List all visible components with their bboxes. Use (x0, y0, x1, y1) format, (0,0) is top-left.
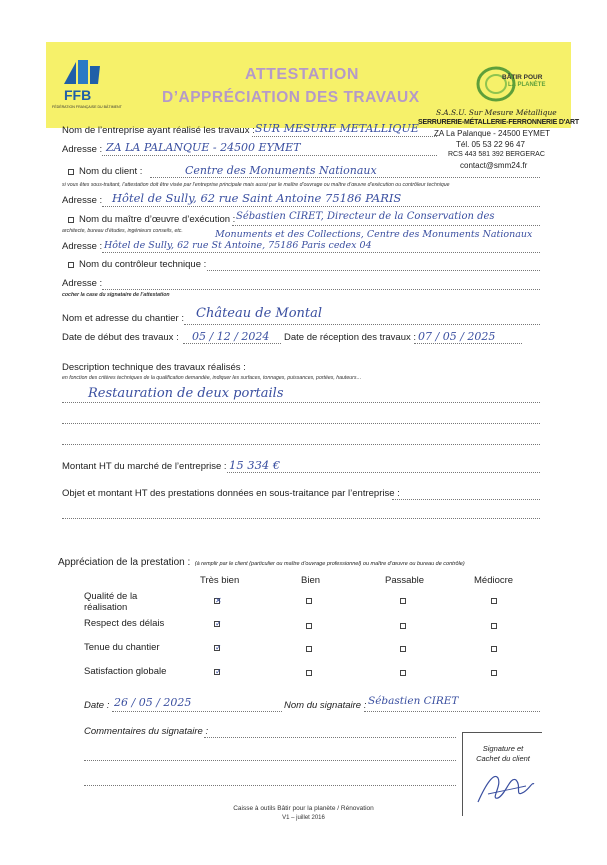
appreciation-label: Appréciation de la prestation : (58, 557, 191, 568)
controller-checkbox[interactable] (68, 262, 74, 268)
site-dots (184, 324, 540, 325)
row-label-qualite: Qualité de la réalisation (84, 591, 138, 613)
row-label-satisfaction: Satisfaction globale (84, 666, 167, 677)
footer-line1: Caisse à outils Bâtir pour la planète / Rénovation (233, 805, 374, 812)
sign-date-value: 26 / 05 / 2025 (114, 696, 192, 709)
stamp-line5: RCS 443 581 392 BERGERAC (448, 151, 545, 158)
description-line-1 (62, 402, 540, 403)
client-address-dots (102, 206, 540, 207)
comments-dots-2 (84, 760, 456, 761)
handwritten-signature (468, 764, 538, 810)
signatory-name-label: Nom du signataire : (284, 700, 367, 711)
company-dots (252, 136, 437, 137)
client-address-value: Hôtel de Sully, 62 rue Saint Antoine 75186 PARIS (112, 191, 402, 205)
amount-value: 15 334 € (229, 458, 281, 472)
start-date-value: 05 / 12 / 2024 (192, 330, 270, 343)
stamp-line1: S.A.S.U. Sur Mesure Métallique (436, 108, 557, 117)
stamp-line2: SERRURERIE-MÉTALLERIE-FERRONNERIE D'ART (418, 119, 579, 126)
row-label-delais: Respect des délais (84, 618, 165, 629)
moe-note: architecte, bureau d’études, ingénieurs conseils, etc. (62, 228, 183, 234)
site-label: Nom et adresse du chantier : (62, 313, 184, 324)
checkbox-qualite-mediocre[interactable] (491, 598, 497, 604)
site-value: Château de Montal (196, 306, 323, 321)
checkbox-delais-passable[interactable] (400, 623, 406, 629)
check-mark-icon: ✓ (215, 643, 222, 652)
client-label: Nom du client : (79, 166, 143, 177)
checkbox-satisfaction-bien[interactable] (306, 670, 312, 676)
comments-dots-1 (204, 737, 456, 738)
check-mark-icon: ✕ (215, 596, 222, 605)
moe-address-value: Hôtel de Sully, 62 rue St Antoine, 75186 Paris cedex 04 (104, 240, 372, 251)
sign-date-dots (112, 711, 282, 712)
check-mark-icon: ✓ (215, 619, 222, 628)
checkbox-qualite-passable[interactable] (400, 598, 406, 604)
moe-value-line2: Monuments et des Collections, Centre des Monuments Nationaux (215, 229, 533, 240)
client-dots (150, 177, 540, 178)
title-line1: ATTESTATION (245, 66, 359, 83)
subcontract-dots (392, 499, 540, 500)
amount-dots (227, 472, 540, 473)
checkbox-delais-mediocre[interactable] (491, 623, 497, 629)
controller-address-label: Adresse : (62, 278, 103, 289)
checkbox-satisfaction-mediocre[interactable] (491, 670, 497, 676)
reception-date-dots (414, 343, 522, 344)
checkbox-delais-tres-bien[interactable] (214, 621, 220, 627)
moe-value: Sébastien CIRET, Directeur de la Conservation des (236, 211, 495, 222)
appreciation-header (58, 552, 465, 570)
client-value: Centre des Monuments Nationaux (185, 164, 377, 177)
reception-date-value: 07 / 05 / 2025 (418, 330, 496, 343)
check-mark-icon: ✓ (215, 667, 222, 676)
signatory-note: cocher la case du signataire de l’attestation (62, 292, 170, 298)
company-stamp (410, 108, 605, 178)
ffb-logo-text: FFB (64, 87, 92, 103)
row-label-tenue: Tenue du chantier (84, 642, 160, 653)
column-passable: Passable (385, 575, 425, 586)
controller-address-dots (102, 289, 540, 290)
description-label: Description technique des travaux réalisés : (62, 362, 246, 373)
column-bien: Bien (301, 575, 321, 586)
description-value: Restauration de deux portails (88, 386, 284, 401)
description-line-3 (62, 444, 540, 445)
signature-scribble-icon (468, 764, 538, 810)
appreciation-note: (à remplir par le client (particulier ou maître d’ouvrage professionnel) ou maître d’œuvre ou bureau de contrôle) (194, 561, 465, 567)
checkbox-tenue-mediocre[interactable] (491, 646, 497, 652)
comments-label: Commentaires du signataire : (84, 726, 209, 737)
comments-dots-3 (84, 785, 456, 786)
subcontract-line-2 (62, 518, 540, 519)
title-line2: D’APPRÉCIATION DES TRAVAUX (162, 89, 420, 106)
company-address-value: ZA LA PALANQUE - 24500 EYMET (106, 141, 301, 154)
checkbox-tenue-bien[interactable] (306, 646, 312, 652)
checkbox-satisfaction-passable[interactable] (400, 670, 406, 676)
batir-logo-line1: BÂTIR POUR (502, 74, 543, 81)
batir-logo-line2: LA PLANÈTE (508, 82, 546, 88)
sign-date-label: Date : (84, 700, 110, 711)
controller-label: Nom du contrôleur technique : (79, 259, 207, 270)
checkbox-qualite-bien[interactable] (306, 598, 312, 604)
ffb-logo-icon (54, 56, 120, 104)
moe-label: Nom du maître d’œuvre d’exécution : (79, 214, 236, 225)
ffb-org-line: FÉDÉRATION FRANÇAISE DU BÂTIMENT (52, 105, 122, 109)
client-checkbox[interactable] (68, 169, 74, 175)
checkbox-tenue-passable[interactable] (400, 646, 406, 652)
signature-box-label: Signature et Cachet du client (476, 744, 530, 763)
ffb-logo (54, 56, 120, 104)
moe-address-label: Adresse : (62, 241, 103, 252)
stamp-line4: Tél. 05 53 22 96 47 (456, 140, 525, 149)
moe-address-dots (102, 252, 540, 253)
column-tres-bien: Très bien (200, 575, 240, 586)
moe-dots (232, 225, 540, 226)
checkbox-delais-bien[interactable] (306, 623, 312, 629)
signatory-name-value: Sébastien CIRET (368, 695, 459, 707)
description-line-2 (62, 423, 540, 424)
description-note: en fonction des critères techniques de la qualification demandée, indiquer les surfaces, tonnages, puissances, portées, hauteurs… (62, 375, 362, 381)
amount-label: Montant HT du marché de l’entreprise : (62, 461, 227, 472)
company-address-dots (102, 155, 437, 156)
signatory-name-dots (364, 711, 540, 712)
batir-pour-la-planete-logo (474, 60, 554, 108)
checkbox-satisfaction-tres-bien[interactable] (214, 669, 220, 675)
subcontract-label: Objet et montant HT des prestations données en sous-traitance par l’entreprise : (62, 488, 400, 499)
footer-line2: V1 – juillet 2016 (282, 815, 325, 821)
client-note: si vous êtes sous-traitant, l’attestation doit être visée par l’entreprise principale mais aussi par le maître d’ouvrage ou maître d’œuvre d’exécution ou contrôleur technique (62, 182, 450, 188)
moe-checkbox[interactable] (68, 217, 74, 223)
company-label: Nom de l’entreprise ayant réalisé les travaux : (62, 125, 255, 136)
controller-dots (207, 270, 540, 271)
company-address-label: Adresse : (62, 144, 103, 155)
start-date-label: Date de début des travaux : (62, 332, 179, 343)
client-address-label: Adresse : (62, 195, 103, 206)
company-value: SUR MESURE METALLIQUE (255, 122, 419, 135)
start-date-dots (183, 343, 281, 344)
stamp-line3: ZA La Palanque - 24500 EYMET (434, 129, 551, 138)
column-mediocre: Médiocre (474, 575, 514, 586)
stamp-line6: contact@smm24.fr (460, 161, 528, 170)
reception-date-label: Date de réception des travaux : (284, 332, 417, 343)
checkbox-tenue-tres-bien[interactable] (214, 645, 220, 651)
checkbox-qualite-tres-bien[interactable] (214, 598, 220, 604)
